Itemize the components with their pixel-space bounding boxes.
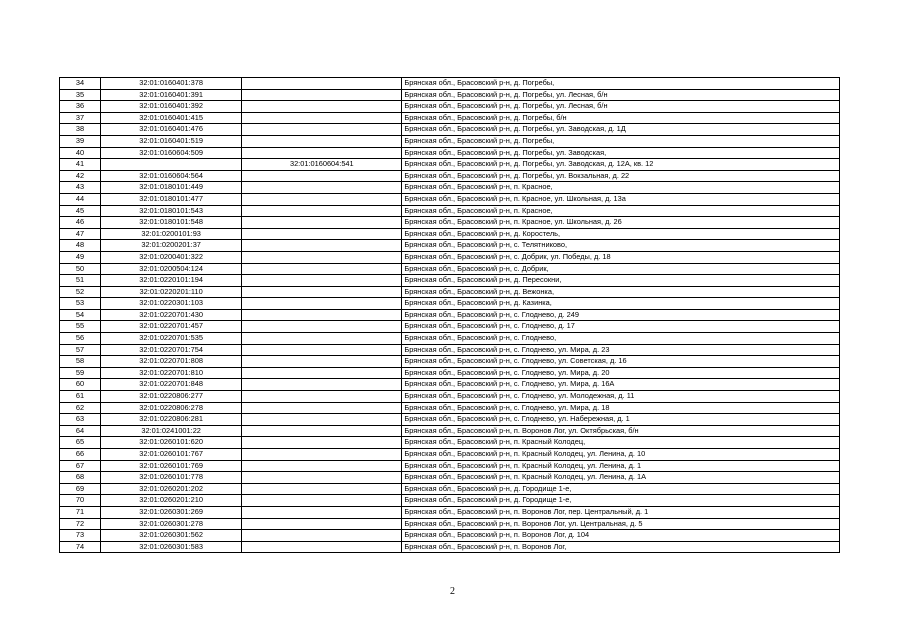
table-row: [60, 437, 840, 449]
row-number-cell: 73: [60, 530, 101, 542]
table-row: [60, 379, 840, 391]
table-row: [60, 124, 840, 136]
row-number-cell: 40: [60, 147, 101, 159]
cadastral-number-alt-cell: [242, 530, 402, 542]
row-number-cell: 59: [60, 367, 101, 379]
cadastral-number-alt-cell: [242, 101, 402, 113]
row-number-cell: 67: [60, 460, 101, 472]
row-number-cell: 57: [60, 344, 101, 356]
address-cell: Брянская обл., Брасовский р-н, д. Казинка,: [402, 298, 840, 310]
table-row: [60, 240, 840, 252]
address-cell: Брянская обл., Брасовский р-н, д. Погребы, ул. Заводская, д. 1Д: [402, 124, 840, 136]
address-cell: Брянская обл., Брасовский р-н, д. Погребы,: [402, 78, 840, 90]
cadastral-number-cell: 32:01:0180101:449: [101, 182, 242, 194]
cadastral-number-alt-cell: [242, 449, 402, 461]
table-row: [60, 135, 840, 147]
row-number-cell: 48: [60, 240, 101, 252]
cadastral-number-cell: 32:01:0241001:22: [101, 425, 242, 437]
cadastral-number-alt-cell: [242, 205, 402, 217]
address-cell: Брянская обл., Брасовский р-н, п. Красный Колодец, ул. Ленина, д. 1: [402, 460, 840, 472]
row-number-cell: 37: [60, 112, 101, 124]
table-row: [60, 460, 840, 472]
address-cell: Брянская обл., Брасовский р-н, д. Погребы, ул. Лесная, б/н: [402, 101, 840, 113]
cadastral-number-alt-cell: [242, 518, 402, 530]
cadastral-number-cell: 32:01:0160401:378: [101, 78, 242, 90]
cadastral-number-alt-cell: [242, 228, 402, 240]
row-number-cell: 65: [60, 437, 101, 449]
cadastral-number-cell: 32:01:0220301:103: [101, 298, 242, 310]
table-row: [60, 251, 840, 263]
cadastral-number-alt-cell: [242, 275, 402, 287]
row-number-cell: 69: [60, 483, 101, 495]
table-row: [60, 344, 840, 356]
row-number-cell: 44: [60, 193, 101, 205]
cadastral-number-alt-cell: [242, 124, 402, 136]
address-cell: Брянская обл., Брасовский р-н, д. Городище 1-е,: [402, 483, 840, 495]
table-row: [60, 159, 840, 171]
address-cell: Брянская обл., Брасовский р-н, д. Вежонка,: [402, 286, 840, 298]
cadastral-number-alt-cell: [242, 472, 402, 484]
address-cell: Брянская обл., Брасовский р-н, с. Глоднево, ул. Мира, д. 16А: [402, 379, 840, 391]
cadastral-number-cell: 32:01:0160401:392: [101, 101, 242, 113]
cadastral-number-alt-cell: [242, 391, 402, 403]
address-cell: Брянская обл., Брасовский р-н, п. Воронов Лог, ул. Октябрьская, б/н: [402, 425, 840, 437]
row-number-cell: 58: [60, 356, 101, 368]
address-cell: Брянская обл., Брасовский р-н, с. Глоднево, д. 249: [402, 309, 840, 321]
address-cell: Брянская обл., Брасовский р-н, с. Глоднево, д. 17: [402, 321, 840, 333]
cadastral-number-cell: 32:01:0260301:583: [101, 541, 242, 553]
cadastral-number-alt-cell: [242, 344, 402, 356]
cadastral-number-cell: 32:01:0160401:391: [101, 89, 242, 101]
table-row: [60, 147, 840, 159]
cadastral-number-cell: 32:01:0180101:543: [101, 205, 242, 217]
address-cell: Брянская обл., Брасовский р-н, п. Красное,: [402, 205, 840, 217]
cadastral-number-alt-cell: [242, 541, 402, 553]
cadastral-number-cell: 32:01:0160604:564: [101, 170, 242, 182]
address-cell: Брянская обл., Брасовский р-н, п. Воронов Лог, д. 104: [402, 530, 840, 542]
table-row: [60, 495, 840, 507]
address-cell: Брянская обл., Брасовский р-н, д. Погребы,: [402, 135, 840, 147]
cadastral-number-cell: 32:01:0220701:430: [101, 309, 242, 321]
cadastral-number-cell: 32:01:0220701:754: [101, 344, 242, 356]
address-cell: Брянская обл., Брасовский р-н, с. Глоднево, ул. Мира, д. 20: [402, 367, 840, 379]
cadastral-number-cell: 32:01:0220701:535: [101, 333, 242, 345]
cadastral-number-cell: 32:01:0260301:562: [101, 530, 242, 542]
cadastral-number-alt-cell: [242, 437, 402, 449]
table-row: [60, 286, 840, 298]
cadastral-number-cell: 32:01:0220201:110: [101, 286, 242, 298]
cadastral-number-alt-cell: [242, 112, 402, 124]
table-row: [60, 356, 840, 368]
row-number-cell: 42: [60, 170, 101, 182]
cadastral-number-cell: 32:01:0260101:767: [101, 449, 242, 461]
row-number-cell: 53: [60, 298, 101, 310]
table-row: [60, 530, 840, 542]
table-row: [60, 78, 840, 90]
cadastral-number-alt-cell: [242, 402, 402, 414]
address-cell: Брянская обл., Брасовский р-н, с. Добрик,: [402, 263, 840, 275]
cadastral-number-cell: 32:01:0260301:269: [101, 506, 242, 518]
row-number-cell: 55: [60, 321, 101, 333]
row-number-cell: 49: [60, 251, 101, 263]
cadastral-number-cell: 32:01:0220701:848: [101, 379, 242, 391]
address-cell: Брянская обл., Брасовский р-н, д. Погребы, ул. Лесная, б/н: [402, 89, 840, 101]
cadastral-number-alt-cell: [242, 483, 402, 495]
table-row: [60, 217, 840, 229]
table-row: [60, 89, 840, 101]
address-cell: Брянская обл., Брасовский р-н, с. Добрик, ул. Победы, д. 18: [402, 251, 840, 263]
table-row: [60, 182, 840, 194]
row-number-cell: 63: [60, 414, 101, 426]
row-number-cell: 68: [60, 472, 101, 484]
cadastral-number-cell: 32:01:0180101:477: [101, 193, 242, 205]
row-number-cell: 62: [60, 402, 101, 414]
table-row: [60, 391, 840, 403]
row-number-cell: 45: [60, 205, 101, 217]
row-number-cell: 64: [60, 425, 101, 437]
row-number-cell: 54: [60, 309, 101, 321]
address-cell: Брянская обл., Брасовский р-н, п. Красное, ул. Школьная, д. 26: [402, 217, 840, 229]
cadastral-number-alt-cell: [242, 263, 402, 275]
cadastral-number-alt-cell: [242, 135, 402, 147]
table-row: [60, 228, 840, 240]
cadastral-number-cell: 32:01:0220701:810: [101, 367, 242, 379]
row-number-cell: 70: [60, 495, 101, 507]
address-cell: Брянская обл., Брасовский р-н, с. Глоднево, ул. Советская, д. 16: [402, 356, 840, 368]
address-cell: Брянская обл., Брасовский р-н, д. Погребы, ул. Заводская,: [402, 147, 840, 159]
address-cell: Брянская обл., Брасовский р-н, п. Воронов Лог, ул. Центральная, д. 5: [402, 518, 840, 530]
address-cell: Брянская обл., Брасовский р-н, п. Красное, ул. Школьная, д. 13а: [402, 193, 840, 205]
table-row: [60, 298, 840, 310]
cadastral-number-alt-cell: [242, 298, 402, 310]
table-row: [60, 263, 840, 275]
cadastral-number-alt-cell: [242, 495, 402, 507]
row-number-cell: 46: [60, 217, 101, 229]
cadastral-number-cell: 32:01:0220701:457: [101, 321, 242, 333]
address-cell: Брянская обл., Брасовский р-н, п. Красное,: [402, 182, 840, 194]
cadastral-number-cell: 32:01:0200101:93: [101, 228, 242, 240]
row-number-cell: 72: [60, 518, 101, 530]
row-number-cell: 36: [60, 101, 101, 113]
address-cell: Брянская обл., Брасовский р-н, п. Воронов Лог,: [402, 541, 840, 553]
cadastral-number-alt-cell: [242, 309, 402, 321]
address-cell: Брянская обл., Брасовский р-н, п. Воронов Лог, пер. Центральный, д. 1: [402, 506, 840, 518]
cadastral-number-cell: 32:01:0200401:322: [101, 251, 242, 263]
page-number: 2: [450, 586, 455, 597]
row-number-cell: 35: [60, 89, 101, 101]
table-row: [60, 321, 840, 333]
address-cell: Брянская обл., Брасовский р-н, д. Погребы, б/н: [402, 112, 840, 124]
address-cell: Брянская обл., Брасовский р-н, п. Красный Колодец, ул. Ленина, д. 10: [402, 449, 840, 461]
cadastral-number-cell: 32:01:0260201:210: [101, 495, 242, 507]
cadastral-number-cell: 32:01:0260101:620: [101, 437, 242, 449]
cadastral-number-alt-cell: [242, 251, 402, 263]
row-number-cell: 51: [60, 275, 101, 287]
row-number-cell: 66: [60, 449, 101, 461]
address-cell: Брянская обл., Брасовский р-н, д. Погребы, ул. Вокзальная, д. 22: [402, 170, 840, 182]
cadastral-number-alt-cell: [242, 460, 402, 472]
cadastral-number-cell: 32:01:0200201:37: [101, 240, 242, 252]
property-table-body: [60, 78, 840, 553]
row-number-cell: 74: [60, 541, 101, 553]
row-number-cell: 41: [60, 159, 101, 171]
cadastral-number-alt-cell: [242, 321, 402, 333]
cadastral-number-alt-cell: [242, 78, 402, 90]
cadastral-number-cell: 32:01:0160401:519: [101, 135, 242, 147]
table-row: [60, 449, 840, 461]
row-number-cell: 52: [60, 286, 101, 298]
table-row: [60, 472, 840, 484]
cadastral-number-cell: 32:01:0220701:808: [101, 356, 242, 368]
property-table: [59, 77, 840, 553]
row-number-cell: 47: [60, 228, 101, 240]
table-row: [60, 193, 840, 205]
address-cell: Брянская обл., Брасовский р-н, д. Коростель,: [402, 228, 840, 240]
row-number-cell: 39: [60, 135, 101, 147]
row-number-cell: 56: [60, 333, 101, 345]
table-row: [60, 309, 840, 321]
cadastral-number-cell: 32:01:0220806:277: [101, 391, 242, 403]
cadastral-number-alt-cell: [242, 414, 402, 426]
cadastral-number-cell: 32:01:0160401:476: [101, 124, 242, 136]
table-row: [60, 367, 840, 379]
row-number-cell: 71: [60, 506, 101, 518]
cadastral-number-alt-cell: [242, 240, 402, 252]
table-row: [60, 541, 840, 553]
table-row: [60, 518, 840, 530]
cadastral-number-alt-cell: [242, 147, 402, 159]
address-cell: Брянская обл., Брасовский р-н, с. Глоднево, ул. Мира, д. 23: [402, 344, 840, 356]
address-cell: Брянская обл., Брасовский р-н, д. Пересокни,: [402, 275, 840, 287]
table-row: [60, 425, 840, 437]
row-number-cell: 61: [60, 391, 101, 403]
cadastral-number-cell: 32:01:0160401:415: [101, 112, 242, 124]
table-row: [60, 170, 840, 182]
row-number-cell: 60: [60, 379, 101, 391]
table-row: [60, 414, 840, 426]
row-number-cell: 43: [60, 182, 101, 194]
cadastral-number-alt-cell: [242, 217, 402, 229]
cadastral-number-alt-cell: 32:01:0160604:541: [242, 159, 402, 171]
address-cell: Брянская обл., Брасовский р-н, п. Красный Колодец, ул. Ленина, д. 1А: [402, 472, 840, 484]
cadastral-number-cell: 32:01:0220806:281: [101, 414, 242, 426]
table-row: [60, 333, 840, 345]
cadastral-number-cell: 32:01:0260101:769: [101, 460, 242, 472]
table-row: [60, 402, 840, 414]
cadastral-number-cell: 32:01:0260301:278: [101, 518, 242, 530]
cadastral-number-cell: 32:01:0220101:194: [101, 275, 242, 287]
cadastral-number-alt-cell: [242, 193, 402, 205]
cadastral-number-alt-cell: [242, 333, 402, 345]
cadastral-number-alt-cell: [242, 286, 402, 298]
address-cell: Брянская обл., Брасовский р-н, с. Телятниково,: [402, 240, 840, 252]
table-row: [60, 112, 840, 124]
cadastral-number-cell: 32:01:0200504:124: [101, 263, 242, 275]
cadastral-number-alt-cell: [242, 89, 402, 101]
cadastral-number-alt-cell: [242, 356, 402, 368]
address-cell: Брянская обл., Брасовский р-н, с. Глоднево, ул. Набережная, д. 1: [402, 414, 840, 426]
row-number-cell: 34: [60, 78, 101, 90]
cadastral-number-cell: [101, 159, 242, 171]
address-cell: Брянская обл., Брасовский р-н, с. Глоднево, ул. Молодежная, д. 11: [402, 391, 840, 403]
address-cell: Брянская обл., Брасовский р-н, п. Красный Колодец,: [402, 437, 840, 449]
cadastral-number-alt-cell: [242, 425, 402, 437]
address-cell: Брянская обл., Брасовский р-н, с. Глоднево,: [402, 333, 840, 345]
address-cell: Брянская обл., Брасовский р-н, д. Погребы, ул. Заводская, д. 12А, кв. 12: [402, 159, 840, 171]
row-number-cell: 50: [60, 263, 101, 275]
address-cell: Брянская обл., Брасовский р-н, с. Глоднево, ул. Мира, д. 18: [402, 402, 840, 414]
row-number-cell: 38: [60, 124, 101, 136]
table-row: [60, 483, 840, 495]
property-table-container: [59, 77, 840, 553]
cadastral-number-cell: 32:01:0260201:202: [101, 483, 242, 495]
table-row: [60, 506, 840, 518]
table-row: [60, 205, 840, 217]
address-cell: Брянская обл., Брасовский р-н, д. Городище 1-е,: [402, 495, 840, 507]
cadastral-number-cell: 32:01:0180101:548: [101, 217, 242, 229]
cadastral-number-alt-cell: [242, 170, 402, 182]
cadastral-number-alt-cell: [242, 506, 402, 518]
cadastral-number-cell: 32:01:0160604:509: [101, 147, 242, 159]
cadastral-number-alt-cell: [242, 367, 402, 379]
table-row: [60, 275, 840, 287]
cadastral-number-alt-cell: [242, 379, 402, 391]
table-row: [60, 101, 840, 113]
cadastral-number-cell: 32:01:0220806:278: [101, 402, 242, 414]
cadastral-number-alt-cell: [242, 182, 402, 194]
cadastral-number-cell: 32:01:0260101:778: [101, 472, 242, 484]
